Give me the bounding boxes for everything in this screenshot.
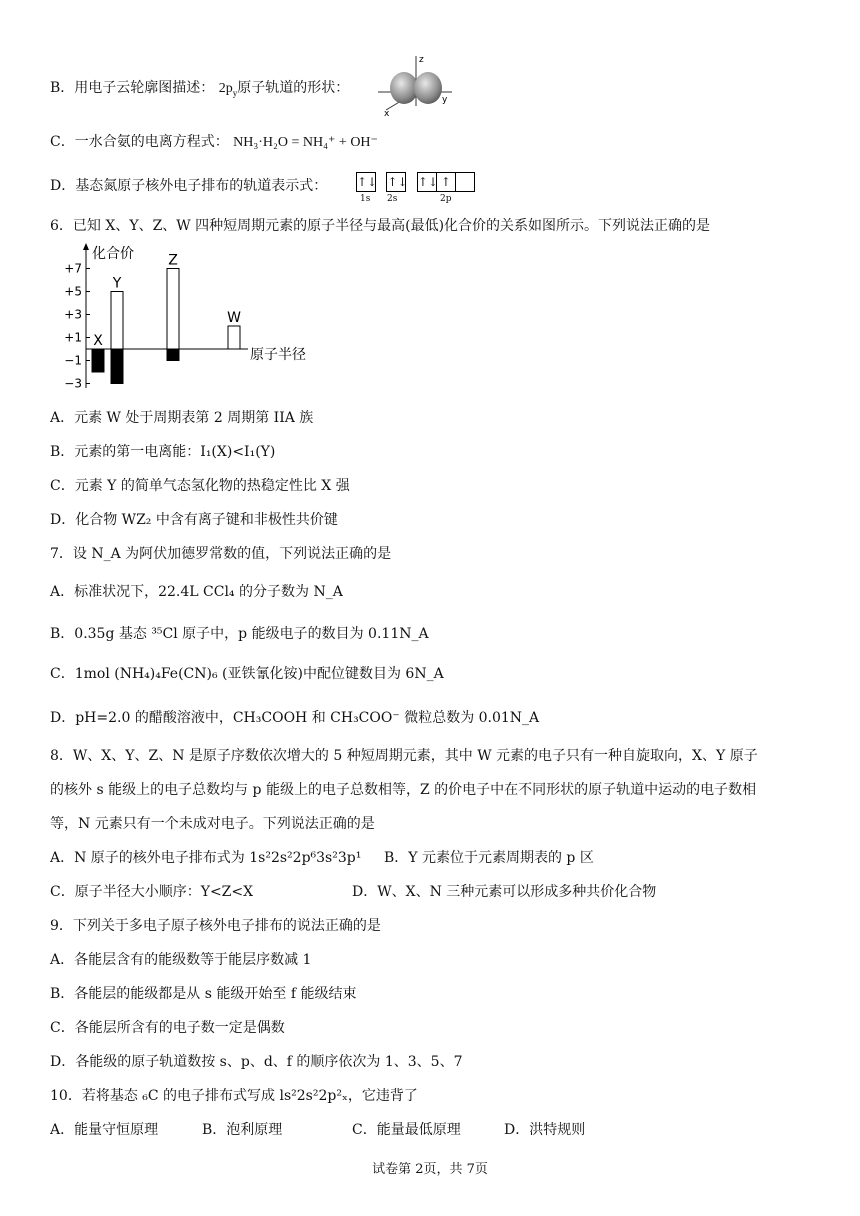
q5-c-text: C．一水合氨的电离方程式： — [50, 134, 229, 150]
q6-stem: 6．已知 X、Y、Z、W 四种短周期元素的原子半径与最高(最低)化合价的关系如图所示。下列说法正确的是 — [50, 218, 711, 234]
p-orbital-image — [372, 52, 456, 118]
bar-label-x: X — [93, 333, 103, 349]
q8-option-d: D．W、X、N 三种元素可以形成多种共价化合物 — [352, 884, 657, 900]
orbital-lobe-right — [414, 72, 442, 104]
y-tick-label: −1 — [64, 353, 82, 368]
q6-option-c: C．元素 Y 的简单气态氢化物的热稳定性比 X 强 — [50, 478, 350, 494]
q5-option-c — [50, 132, 378, 153]
bar-label-z: Z — [168, 252, 178, 269]
q8-option-b: B．Y 元素位于元素周期表的 p 区 — [384, 850, 594, 866]
y-tick-label: +7 — [64, 261, 82, 276]
q7-option-a: A．标准状况下，22.4L CCl₄ 的分子数为 N_A — [50, 584, 343, 600]
orbital-box-2p-3 — [456, 172, 475, 192]
q9-option-c: C．各能层所含有的电子数一定是偶数 — [50, 1020, 285, 1036]
y-tick-label: +5 — [64, 284, 82, 299]
orbital-box-2p-2: ↑ — [437, 172, 456, 192]
bar-w-positive — [228, 326, 240, 349]
q5-option-b — [50, 78, 349, 103]
q9-option-b: B．各能层的能级都是从 s 能级开始至 f 能级结束 — [50, 986, 357, 1002]
q10-option-d: D．洪特规则 — [504, 1122, 586, 1138]
orbital-box-1s: ↑↓ — [356, 172, 376, 192]
orbital-box-2s: ↑↓ — [386, 172, 406, 192]
q5-b-prefix: B．用电子云轮廓图描述： — [50, 80, 215, 96]
bar-x-negative — [92, 349, 104, 372]
q7-option-c: C．1mol (NH₄)₄Fe(CN)₆ (亚铁氰化铵)中配位键数目为 6N_A — [50, 666, 444, 682]
q5-c-formula: NH₃·H₂O = NH₄⁺ + OH⁻ — [233, 135, 378, 150]
y-axis-arrow — [83, 243, 89, 250]
orbital-diagram — [356, 172, 475, 192]
q5-option-d — [50, 176, 327, 196]
page-footer: 试卷第 2页，共 7页 — [372, 1162, 488, 1177]
q5-d-text: D．基态氮原子核外电子排布的轨道表示式： — [50, 178, 328, 194]
bar-y-negative — [111, 349, 123, 384]
q9-option-d: D．各能级的原子轨道数按 s、p、d、f 的顺序依次为 1、3、5、7 — [50, 1054, 463, 1070]
axis-z-label: z — [419, 55, 424, 65]
x-axis-label: 原子半径 — [250, 347, 306, 363]
bar-y-positive — [111, 292, 123, 350]
y-axis-label: 化合价 — [92, 246, 134, 262]
bar-z-negative — [167, 349, 179, 361]
q7-option-d: D．pH=2.0 的醋酸溶液中，CH₃COOH 和 CH₃COO⁻ 微粒总数为 0.01N_A — [50, 710, 540, 726]
q10-option-c: C．能量最低原理 — [352, 1122, 461, 1138]
q8-stem-line-1: 8．W、X、Y、Z、N 是原子序数依次增大的 5 种短周期元素，其中 W 元素的电子只有一种自旋取向，X、Y 原子 — [50, 748, 758, 764]
q6-option-a: A．元素 W 处于周期表第 2 周期第 IIA 族 — [50, 410, 314, 426]
q9-option-a: A．各能层含有的能级数等于能层序数减 1 — [50, 952, 312, 968]
label-1s: 1s — [360, 194, 371, 204]
q6-option-b: B．元素的第一电离能：I₁(X)<I₁(Y) — [50, 444, 276, 460]
y-tick-label: +1 — [64, 330, 82, 345]
orbital-box-2p-1: ↑↓ — [417, 172, 437, 192]
label-2p: 2p — [440, 194, 452, 204]
q10-option-b: B．泡利原理 — [202, 1122, 283, 1138]
bar-z-positive — [167, 269, 179, 350]
orbital-lobe-left — [390, 72, 418, 104]
q10-stem: 10．若将基态 ₆C 的电子排布式写成 ls²2s²2p²ₓ，它违背了 — [50, 1088, 418, 1104]
valence-radius-chart — [48, 242, 338, 392]
y-tick-label: +3 — [64, 307, 82, 322]
label-2s: 2s — [387, 194, 398, 204]
bar-label-y: Y — [112, 275, 122, 292]
q7-stem: 7．设 N_A 为阿伏加德罗常数的值，下列说法正确的是 — [50, 546, 392, 562]
q6-option-d: D．化合物 WZ₂ 中含有离子键和非极性共价键 — [50, 512, 338, 528]
y-tick-label: −3 — [64, 376, 82, 391]
q9-stem: 9．下列关于多电子原子核外电子排布的说法正确的是 — [50, 918, 381, 934]
q7-option-b: B．0.35g 基态 ³⁵Cl 原子中，p 能级电子的数目为 0.11N_A — [50, 626, 429, 642]
q10-option-a: A．能量守恒原理 — [50, 1122, 159, 1138]
q8-stem-line-2: 的核外 s 能级上的电子总数均与 p 能级上的电子总数相等，Z 的价电子中在不同形状的原子轨道中运动的电子数相 — [50, 782, 757, 798]
q8-option-a: A．N 原子的核外电子排布式为 1s²2s²2p⁶3s²3p¹ — [50, 850, 362, 866]
bar-label-w: W — [227, 310, 241, 326]
q8-stem-line-3: 等，N 元素只有一个未成对电子。下列说法正确的是 — [50, 816, 375, 832]
axis-x-label: x — [384, 109, 390, 118]
axis-y-label: y — [442, 95, 448, 105]
q8-option-c: C．原子半径大小顺序：Y<Z<X — [50, 884, 254, 900]
q5-b-suffix: 原子轨道的形状： — [237, 80, 350, 96]
q5-b-orbital: $2p_y$ — [218, 81, 238, 98]
